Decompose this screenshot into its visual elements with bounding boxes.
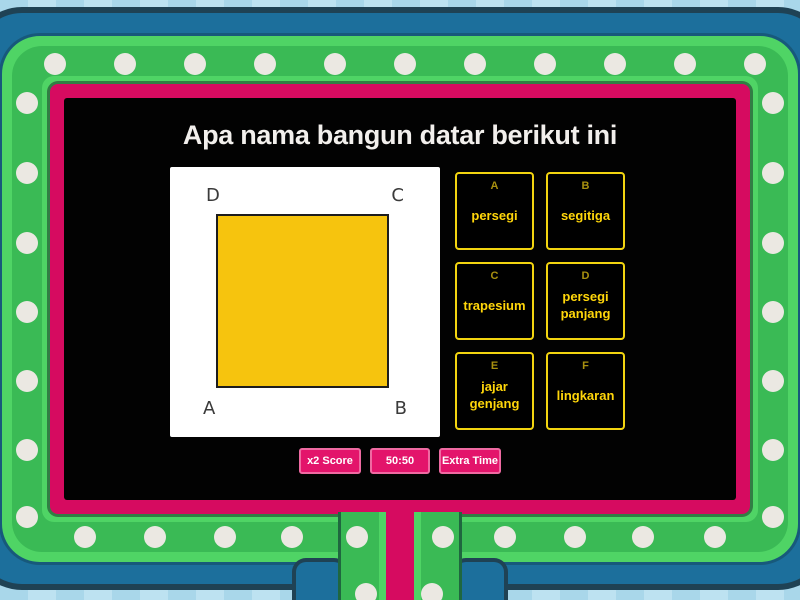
answer-option-b[interactable] — [546, 172, 625, 250]
answer-letter: A — [490, 180, 499, 192]
light-dot — [346, 526, 368, 548]
light-dot — [762, 162, 784, 184]
light-dot — [184, 53, 206, 75]
answer-label: lingkaran — [556, 387, 615, 403]
answer-label: persegi — [471, 207, 518, 223]
light-dot — [74, 526, 96, 548]
light-dot — [762, 232, 784, 254]
question-figure-panel — [170, 167, 440, 437]
light-dot — [144, 526, 166, 548]
light-dot — [16, 439, 38, 461]
light-dot — [604, 53, 626, 75]
light-dot — [762, 92, 784, 114]
light-dot — [44, 53, 66, 75]
light-dot — [674, 53, 696, 75]
answer-letter: C — [490, 270, 499, 282]
answer-option-d[interactable] — [546, 262, 625, 340]
light-dot — [534, 53, 556, 75]
square-corner-label-c: C — [391, 185, 404, 206]
powerup-extra-time[interactable]: Extra Time — [439, 448, 501, 474]
answer-letter: B — [581, 180, 590, 192]
light-dot — [632, 526, 654, 548]
light-dot — [114, 53, 136, 75]
answer-label: persegi panjang — [560, 289, 611, 321]
light-dot — [464, 53, 486, 75]
light-dot — [564, 526, 586, 548]
answer-label: segitiga — [560, 207, 611, 223]
answer-option-f[interactable] — [546, 352, 625, 430]
answer-option-e[interactable] — [455, 352, 534, 430]
yellow-square-shape — [216, 214, 389, 388]
light-dot — [762, 506, 784, 528]
light-dot — [494, 526, 516, 548]
light-dot — [324, 53, 346, 75]
light-dot — [744, 53, 766, 75]
light-dot — [254, 53, 276, 75]
question-title: Apa nama bangun datar berikut ini — [182, 120, 618, 150]
light-dot — [421, 583, 443, 600]
light-dot — [16, 92, 38, 114]
answer-option-a[interactable] — [455, 172, 534, 250]
answer-grid — [455, 172, 625, 430]
light-dot — [281, 526, 303, 548]
light-dot — [394, 53, 416, 75]
light-dot — [762, 301, 784, 323]
powerup-fifty-fifty[interactable]: 50:50 — [370, 448, 430, 474]
powerup-x2-score[interactable]: x2 Score — [299, 448, 361, 474]
light-dot — [704, 526, 726, 548]
square-corner-label-a: A — [203, 398, 216, 419]
answer-letter: E — [490, 360, 499, 372]
light-dot — [762, 370, 784, 392]
light-dot — [355, 583, 377, 600]
answer-label: trapesium — [463, 297, 526, 313]
light-dot — [16, 301, 38, 323]
answer-option-c[interactable] — [455, 262, 534, 340]
light-dot — [762, 439, 784, 461]
light-dot — [16, 506, 38, 528]
light-dot — [16, 370, 38, 392]
answer-letter: F — [582, 360, 589, 372]
light-dot — [16, 232, 38, 254]
light-dot — [16, 162, 38, 184]
light-dot — [432, 526, 454, 548]
light-dot — [214, 526, 236, 548]
square-corner-label-b: B — [394, 398, 407, 419]
answer-label: jajar genjang — [469, 379, 520, 411]
answer-letter: D — [581, 270, 590, 282]
square-corner-label-d: D — [206, 185, 220, 206]
pedestal-pink-column — [386, 500, 414, 600]
